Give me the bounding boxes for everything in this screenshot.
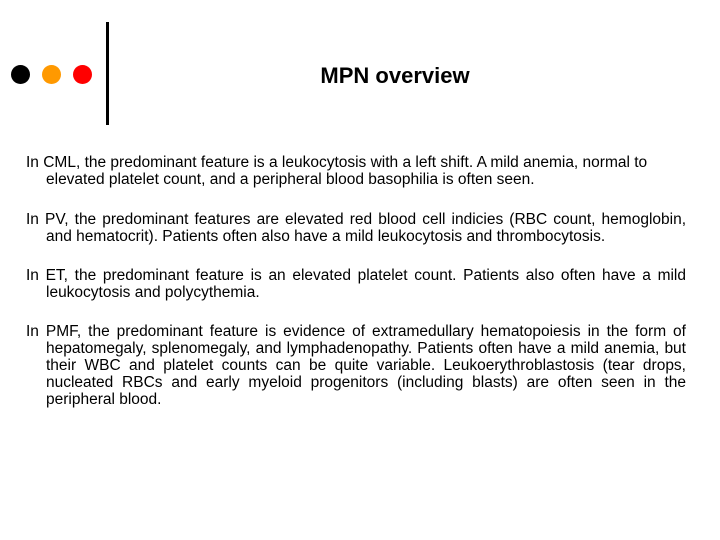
paragraph-et: In ET, the predominant feature is an elevated platelet count. Patients also often have a mild leukocytosis and polycythemia. xyxy=(26,267,686,301)
orange-dot-icon xyxy=(42,65,61,84)
slide-title: MPN overview xyxy=(320,63,470,88)
paragraph-pv: In PV, the predominant features are elevated red blood cell indicies (RBC count, hemoglobin, and hematocrit). Patients often also have a mild leukocytosis and thrombocytosis. xyxy=(26,211,686,245)
decorative-dots xyxy=(11,65,95,85)
black-dot-icon xyxy=(11,65,30,84)
red-dot-icon xyxy=(73,65,92,84)
paragraph-pmf: In PMF, the predominant feature is evidence of extramedullary hematopoiesis in the form of hepatomegaly, splenomegaly, and lymphadenopathy. Patients often have a mild anemia, but their WBC and platelet counts can be quite variable. Leukoerythroblastosis (tear drops, nucleated RBCs and early myeloid progenitors (including blasts) are often seen in the peripheral blood. xyxy=(26,323,686,408)
paragraph-cml: In CML, the predominant feature is a leukocytosis with a left shift. A mild anemia, normal to elevated platelet count, and a peripheral blood basophilia is often seen. xyxy=(26,154,648,188)
slide-body xyxy=(26,154,686,408)
vertical-divider xyxy=(106,22,109,125)
